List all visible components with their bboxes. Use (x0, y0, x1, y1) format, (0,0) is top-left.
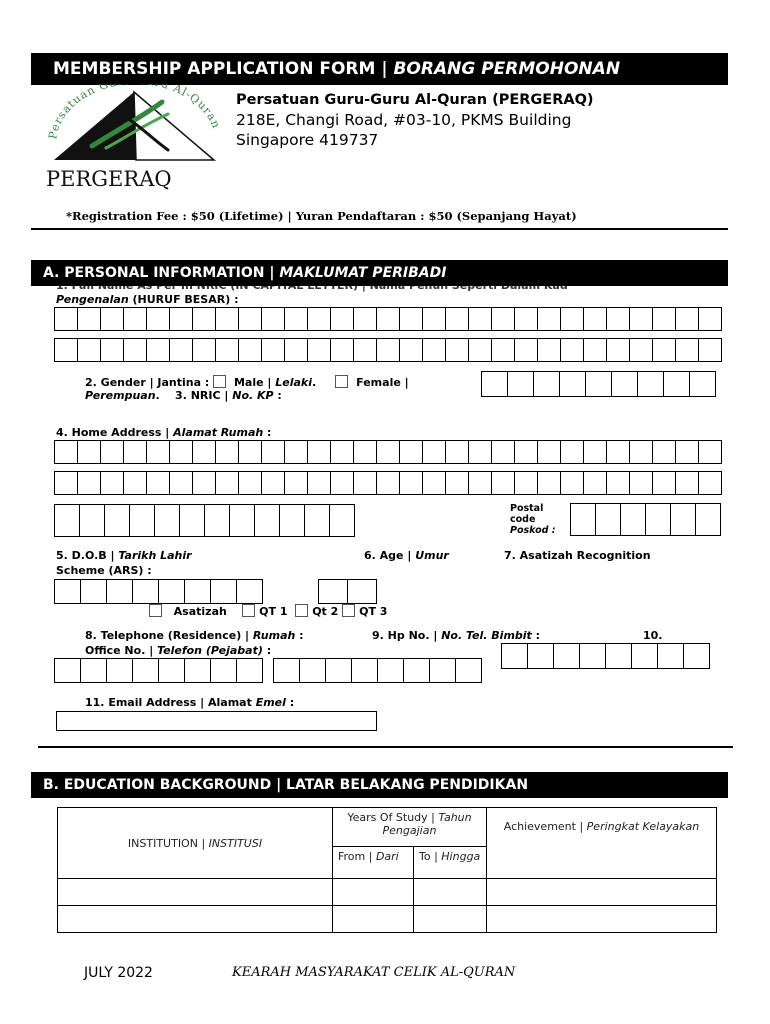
table-cell[interactable] (333, 879, 414, 906)
char-box[interactable] (229, 504, 255, 537)
org-name: Persatuan Guru-Guru Al-Quran (PERGERAQ) (236, 92, 594, 108)
email-label: 11. Email Address | Alamat Emel : (85, 696, 295, 709)
org-address-line2: Singapore 419737 (236, 131, 379, 149)
char-box[interactable] (79, 504, 105, 537)
char-box[interactable] (698, 440, 722, 464)
col-institution: INSTITUTION | INSTITUSI (58, 808, 333, 879)
char-box[interactable] (80, 658, 107, 683)
char-box[interactable] (514, 471, 538, 495)
male-checkbox[interactable] (213, 375, 226, 388)
char-box[interactable] (307, 338, 331, 362)
svg-text:PERGERAQ: PERGERAQ (46, 167, 172, 191)
ars-scheme-label: Scheme (ARS) : (56, 564, 152, 577)
char-box[interactable] (146, 440, 170, 464)
char-box[interactable] (629, 307, 653, 331)
char-box[interactable] (377, 658, 404, 683)
telephone-label: 8. Telephone (Residence) | Rumah : (85, 629, 304, 642)
divider (31, 228, 728, 230)
char-box[interactable] (77, 307, 101, 331)
char-box[interactable] (77, 338, 101, 362)
char-box[interactable] (330, 338, 354, 362)
char-box[interactable] (689, 371, 716, 397)
char-box[interactable] (559, 371, 586, 397)
section-b-heading: B. EDUCATION BACKGROUND | LATAR BELAKANG PENDIDIKAN (31, 772, 728, 798)
char-box[interactable] (54, 307, 78, 331)
char-box[interactable] (583, 440, 607, 464)
char-box[interactable] (158, 579, 185, 604)
char-box[interactable] (54, 338, 78, 362)
char-box[interactable] (351, 658, 378, 683)
char-box[interactable] (100, 307, 124, 331)
nric-boxes[interactable] (481, 371, 715, 397)
char-box[interactable] (533, 371, 560, 397)
qt1-checkbox[interactable] (242, 604, 255, 617)
char-box[interactable] (210, 658, 237, 683)
office-no-boxes[interactable] (273, 658, 481, 683)
char-box[interactable] (299, 658, 326, 683)
char-box[interactable] (330, 471, 354, 495)
char-box[interactable] (284, 471, 308, 495)
char-box[interactable] (422, 471, 446, 495)
char-box[interactable] (279, 504, 305, 537)
char-box[interactable] (514, 338, 538, 362)
char-box[interactable] (123, 440, 147, 464)
char-box[interactable] (273, 658, 300, 683)
char-box[interactable] (537, 307, 561, 331)
char-box[interactable] (325, 658, 352, 683)
postal-code-boxes[interactable] (570, 503, 720, 536)
char-box[interactable] (698, 471, 722, 495)
char-box[interactable] (158, 658, 185, 683)
char-box[interactable] (192, 338, 216, 362)
address-row-1[interactable] (54, 440, 721, 464)
footer-date: JULY 2022 (84, 965, 153, 981)
col-from: From | Dari (333, 847, 414, 879)
char-box[interactable] (585, 371, 612, 397)
char-box[interactable] (238, 338, 262, 362)
female-checkbox[interactable] (335, 375, 348, 388)
char-box[interactable] (123, 338, 147, 362)
char-box[interactable] (583, 307, 607, 331)
char-box[interactable] (527, 643, 554, 669)
char-box[interactable] (54, 504, 80, 537)
full-name-row-1[interactable] (54, 307, 721, 331)
char-box[interactable] (238, 471, 262, 495)
divider (38, 746, 733, 748)
char-box[interactable] (210, 579, 237, 604)
char-box[interactable] (675, 307, 699, 331)
char-box[interactable] (238, 307, 262, 331)
char-box[interactable] (657, 643, 684, 669)
char-box[interactable] (146, 471, 170, 495)
char-box[interactable] (54, 658, 81, 683)
char-box[interactable] (284, 440, 308, 464)
char-box[interactable] (583, 471, 607, 495)
char-box[interactable] (77, 471, 101, 495)
asatizah-options: Asatizah QT 1 Qt 2 QT 3 (149, 604, 387, 618)
char-box[interactable] (106, 579, 133, 604)
char-box[interactable] (100, 338, 124, 362)
char-box[interactable] (537, 471, 561, 495)
char-box[interactable] (695, 503, 721, 536)
char-box[interactable] (663, 371, 690, 397)
char-box[interactable] (184, 658, 211, 683)
char-box[interactable] (698, 307, 722, 331)
char-box[interactable] (422, 440, 446, 464)
table-cell[interactable] (487, 879, 717, 906)
char-box[interactable] (560, 338, 584, 362)
char-box[interactable] (629, 471, 653, 495)
char-box[interactable] (329, 504, 355, 537)
char-box[interactable] (652, 471, 676, 495)
char-box[interactable] (675, 471, 699, 495)
telephone-boxes[interactable] (54, 658, 262, 683)
char-box[interactable] (491, 307, 515, 331)
dob-label: 5. D.O.B | Tarikh Lahir (56, 549, 192, 562)
table-cell[interactable] (414, 879, 487, 906)
char-box[interactable] (537, 338, 561, 362)
char-box[interactable] (179, 504, 205, 537)
char-box[interactable] (169, 307, 193, 331)
char-box[interactable] (606, 338, 630, 362)
char-box[interactable] (376, 307, 400, 331)
char-box[interactable] (353, 338, 377, 362)
char-box[interactable] (307, 440, 331, 464)
char-box[interactable] (192, 440, 216, 464)
char-box[interactable] (353, 440, 377, 464)
table-cell[interactable] (58, 906, 333, 933)
gender-label: 2. Gender | Jantina : Male | Lelaki. Female | (85, 376, 409, 389)
char-box[interactable] (169, 471, 193, 495)
char-box[interactable] (376, 338, 400, 362)
char-box[interactable] (236, 579, 263, 604)
char-box[interactable] (184, 579, 211, 604)
char-box[interactable] (422, 307, 446, 331)
age-boxes[interactable] (318, 579, 376, 604)
gender-nric-label: Perempuan. 3. NRIC | No. KP : (85, 389, 282, 402)
char-box[interactable] (238, 440, 262, 464)
char-box[interactable] (514, 307, 538, 331)
char-box[interactable] (330, 440, 354, 464)
char-box[interactable] (507, 371, 534, 397)
char-box[interactable] (675, 338, 699, 362)
char-box[interactable] (106, 658, 133, 683)
char-box[interactable] (583, 338, 607, 362)
char-box[interactable] (606, 307, 630, 331)
char-box[interactable] (620, 503, 646, 536)
col-achievement: Achievement | Peringkat Kelayakan (487, 808, 717, 879)
char-box[interactable] (683, 643, 710, 669)
char-box[interactable] (537, 440, 561, 464)
char-box[interactable] (605, 643, 632, 669)
char-box[interactable] (353, 307, 377, 331)
char-box[interactable] (330, 307, 354, 331)
char-box[interactable] (215, 471, 239, 495)
char-box[interactable] (611, 371, 638, 397)
char-box[interactable] (445, 440, 469, 464)
char-box[interactable] (261, 338, 285, 362)
col-years-of-study: Years Of Study | Tahun Pengajian (333, 808, 487, 847)
char-box[interactable] (629, 440, 653, 464)
char-box[interactable] (514, 440, 538, 464)
char-box[interactable] (675, 440, 699, 464)
section-a-heading: A. PERSONAL INFORMATION | MAKLUMAT PERIBADI (31, 260, 728, 286)
char-box[interactable] (570, 503, 596, 536)
char-box[interactable] (399, 307, 423, 331)
char-box[interactable] (637, 371, 664, 397)
table-cell[interactable] (414, 906, 487, 933)
char-box[interactable] (80, 579, 107, 604)
char-box[interactable] (491, 440, 515, 464)
char-box[interactable] (399, 440, 423, 464)
char-box[interactable] (307, 471, 331, 495)
table-cell[interactable] (333, 906, 414, 933)
char-box[interactable] (104, 504, 130, 537)
char-box[interactable] (403, 658, 430, 683)
char-box[interactable] (307, 307, 331, 331)
char-box[interactable] (501, 643, 528, 669)
dob-boxes[interactable] (54, 579, 262, 604)
char-box[interactable] (169, 440, 193, 464)
char-box[interactable] (146, 307, 170, 331)
char-box[interactable] (192, 471, 216, 495)
char-box[interactable] (491, 338, 515, 362)
char-box[interactable] (481, 371, 508, 397)
char-box[interactable] (606, 440, 630, 464)
char-box[interactable] (132, 579, 159, 604)
registration-fee: *Registration Fee : $50 (Lifetime) | Yuran Pendaftaran : $50 (Sepanjang Hayat) (66, 209, 577, 223)
char-box[interactable] (169, 338, 193, 362)
char-box[interactable] (422, 338, 446, 362)
char-box[interactable] (146, 338, 170, 362)
char-box[interactable] (215, 338, 239, 362)
char-box[interactable] (304, 504, 330, 537)
qt2-checkbox[interactable] (295, 604, 308, 617)
char-box[interactable] (261, 471, 285, 495)
address-row-2[interactable] (54, 471, 721, 495)
char-box[interactable] (652, 338, 676, 362)
table-cell[interactable] (487, 906, 717, 933)
char-box[interactable] (468, 471, 492, 495)
char-box[interactable] (318, 579, 348, 604)
char-box[interactable] (100, 471, 124, 495)
char-box[interactable] (215, 307, 239, 331)
char-box[interactable] (445, 338, 469, 362)
char-box[interactable] (192, 307, 216, 331)
col-to: To | Hingga (414, 847, 487, 879)
org-address-line1: 218E, Changi Road, #03-10, PKMS Building (236, 111, 572, 129)
char-box[interactable] (468, 338, 492, 362)
char-box[interactable] (236, 658, 263, 683)
char-box[interactable] (254, 504, 280, 537)
char-box[interactable] (77, 440, 101, 464)
char-box[interactable] (670, 503, 696, 536)
char-box[interactable] (347, 579, 377, 604)
form-title: MEMBERSHIP APPLICATION FORM | BORANG PERMOHONAN (31, 53, 728, 85)
age-label: 6. Age | Umur (364, 549, 449, 562)
char-box[interactable] (284, 338, 308, 362)
education-table (57, 807, 717, 933)
char-box[interactable] (123, 471, 147, 495)
char-box[interactable] (129, 504, 155, 537)
asatizah-checkbox[interactable] (149, 604, 162, 617)
char-box[interactable] (284, 307, 308, 331)
char-box[interactable] (54, 440, 78, 464)
table-row[interactable] (58, 879, 717, 906)
char-box[interactable] (445, 471, 469, 495)
char-box[interactable] (491, 471, 515, 495)
q10-label: 10. (643, 629, 663, 642)
char-box[interactable] (560, 307, 584, 331)
char-box[interactable] (631, 643, 658, 669)
postal-code-label: Postal code Poskod : (510, 503, 556, 536)
char-box[interactable] (645, 503, 671, 536)
char-box[interactable] (553, 643, 580, 669)
full-name-row-2[interactable] (54, 338, 721, 362)
q1-label: Pengenalan (HURUF BESAR) : (56, 293, 239, 306)
char-box[interactable] (261, 307, 285, 331)
address-row-3[interactable] (54, 504, 354, 537)
char-box[interactable] (595, 503, 621, 536)
table-cell[interactable] (58, 879, 333, 906)
char-box[interactable] (468, 307, 492, 331)
hp-no-label: 9. Hp No. | No. Tel. Bimbit : (372, 629, 541, 642)
svg-text:Persatuan Guru-Guru Al-Quran: Persatuan G u Al-Quran (46, 84, 224, 141)
char-box[interactable] (399, 471, 423, 495)
char-box[interactable] (560, 440, 584, 464)
qt3-checkbox[interactable] (342, 604, 355, 617)
char-box[interactable] (132, 658, 159, 683)
char-box[interactable] (606, 471, 630, 495)
char-box[interactable] (154, 504, 180, 537)
char-box[interactable] (579, 643, 606, 669)
hp-no-boxes[interactable] (501, 643, 709, 669)
table-row[interactable] (58, 906, 717, 933)
pergeraq-logo (44, 84, 224, 194)
char-box[interactable] (100, 440, 124, 464)
char-box[interactable] (123, 307, 147, 331)
footer-motto: KEARAH MASYARAKAT CELIK AL-QURAN (232, 965, 516, 980)
char-box[interactable] (629, 338, 653, 362)
home-address-label: 4. Home Address | Alamat Rumah : (56, 426, 272, 439)
char-box[interactable] (353, 471, 377, 495)
asatizah-recognition-label: 7. Asatizah Recognition (504, 549, 651, 562)
char-box[interactable] (204, 504, 230, 537)
char-box[interactable] (261, 440, 285, 464)
char-box[interactable] (215, 440, 239, 464)
char-box[interactable] (652, 440, 676, 464)
email-field[interactable] (56, 711, 377, 731)
office-no-label: Office No. | Telefon (Pejabat) : (85, 644, 272, 657)
char-box[interactable] (376, 440, 400, 464)
char-box[interactable] (54, 471, 78, 495)
char-box[interactable] (560, 471, 584, 495)
char-box[interactable] (429, 658, 456, 683)
char-box[interactable] (698, 338, 722, 362)
char-box[interactable] (652, 307, 676, 331)
char-box[interactable] (376, 471, 400, 495)
char-box[interactable] (455, 658, 482, 683)
char-box[interactable] (468, 440, 492, 464)
char-box[interactable] (399, 338, 423, 362)
char-box[interactable] (54, 579, 81, 604)
char-box[interactable] (445, 307, 469, 331)
